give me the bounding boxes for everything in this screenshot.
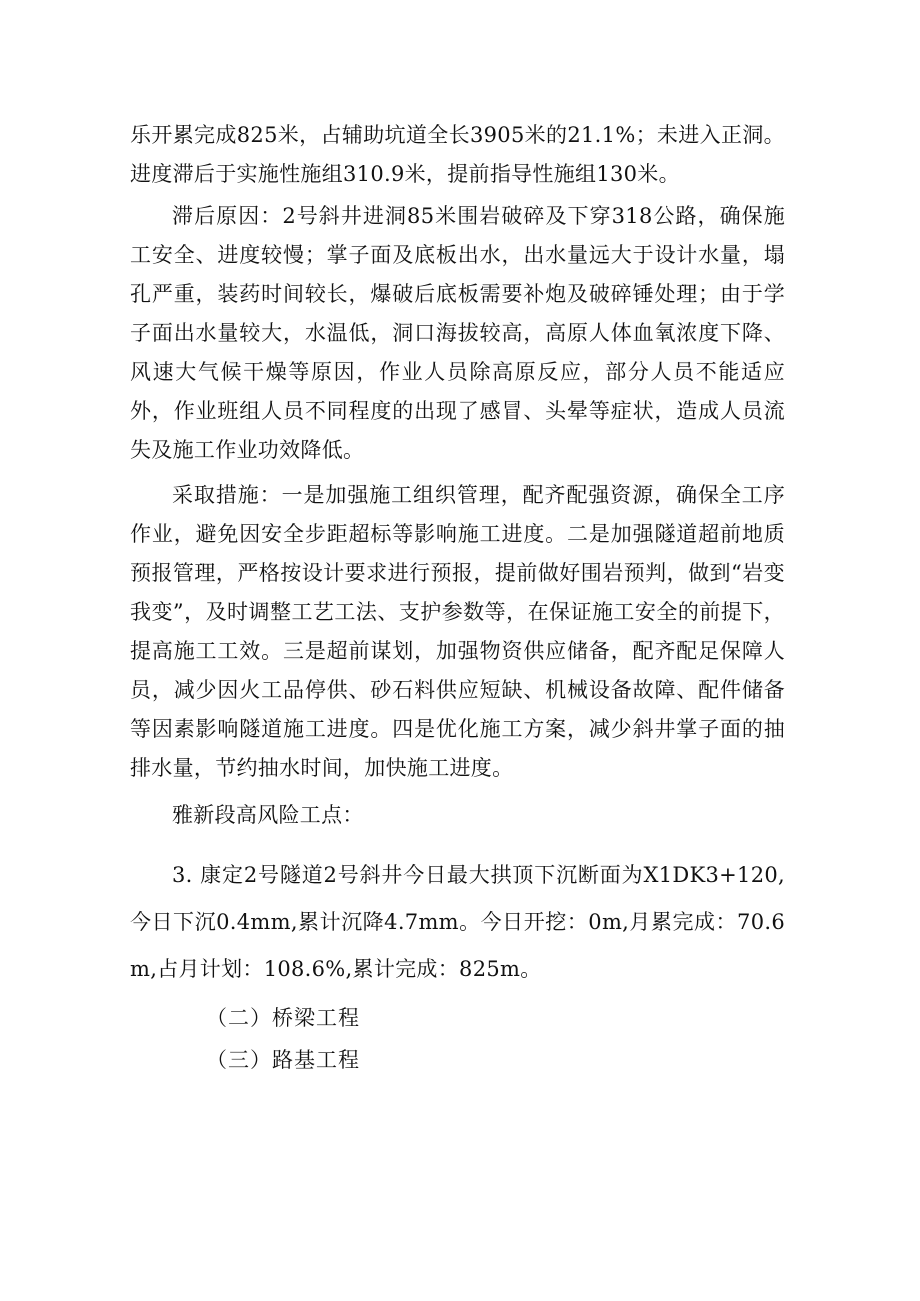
paragraph-measures: 采取措施：一是加强施工组织管理，配齐配强资源，确保全工序作业，避免因安全步距超标等影响施工进度。二是加强隧道超前地质预报管理，严格按设计要求进行预报，提前做好围岩预判，做到“岩变我变”，及时调整工艺工法、支护参数等，在保证施工安全的前提下，提高施工工效。三是超前谋划，加强物资供应储备，配齐配足保障人员，减少因火工品停供、砂石料供应短缺、机械设备故障、配件储备等因素影响隧道施工进度。四是优化施工方案，减少斜井掌子面的抽排水量，节约抽水时间，加快施工进度。 [130,483,785,780]
section-heading-bridge: （二）桥梁工程 [206,1006,360,1030]
paragraph-high-risk-title: 雅新段高风险工点： [172,803,364,827]
paragraph-tunnel-monitoring: 3. 康定2号隧道2号斜井今日最大拱顶下沉断面为X1DK3+120,今日下沉0.4mm,累计沉降4.7mm。今日开挖：0m,月累完成：70.6m,占月计划：108.6%,累计完成：825m。 [130,863,785,981]
paragraph-delay-reasons: 滞后原因：2号斜井进洞85米围岩破碎及下穿318公路，确保施工安全、进度较慢；掌子面及底板出水，出水量远大于设计水量，塌孔严重，装药时间较长，爆破后底板需要补炮及破碎锤处理；由于学子面出水量较大，水温低，洞口海拔较高，高原人体血氧浓度下降、风速大气候干燥等原因，作业人员除高原反应，部分人员不能适应外，作业班组人员不同程度的出现了感冒、头晕等症状，造成人员流失及施工作业功效降低。 [130,204,785,462]
section-heading-subgrade: （三）路基工程 [206,1048,360,1072]
paragraph-progress-summary: 乐开累完成825米，占辅助坑道全长3905米的21.1%；未进入正洞。进度滞后于实施性施组310.9米，提前指导性施组130米。 [130,123,785,186]
